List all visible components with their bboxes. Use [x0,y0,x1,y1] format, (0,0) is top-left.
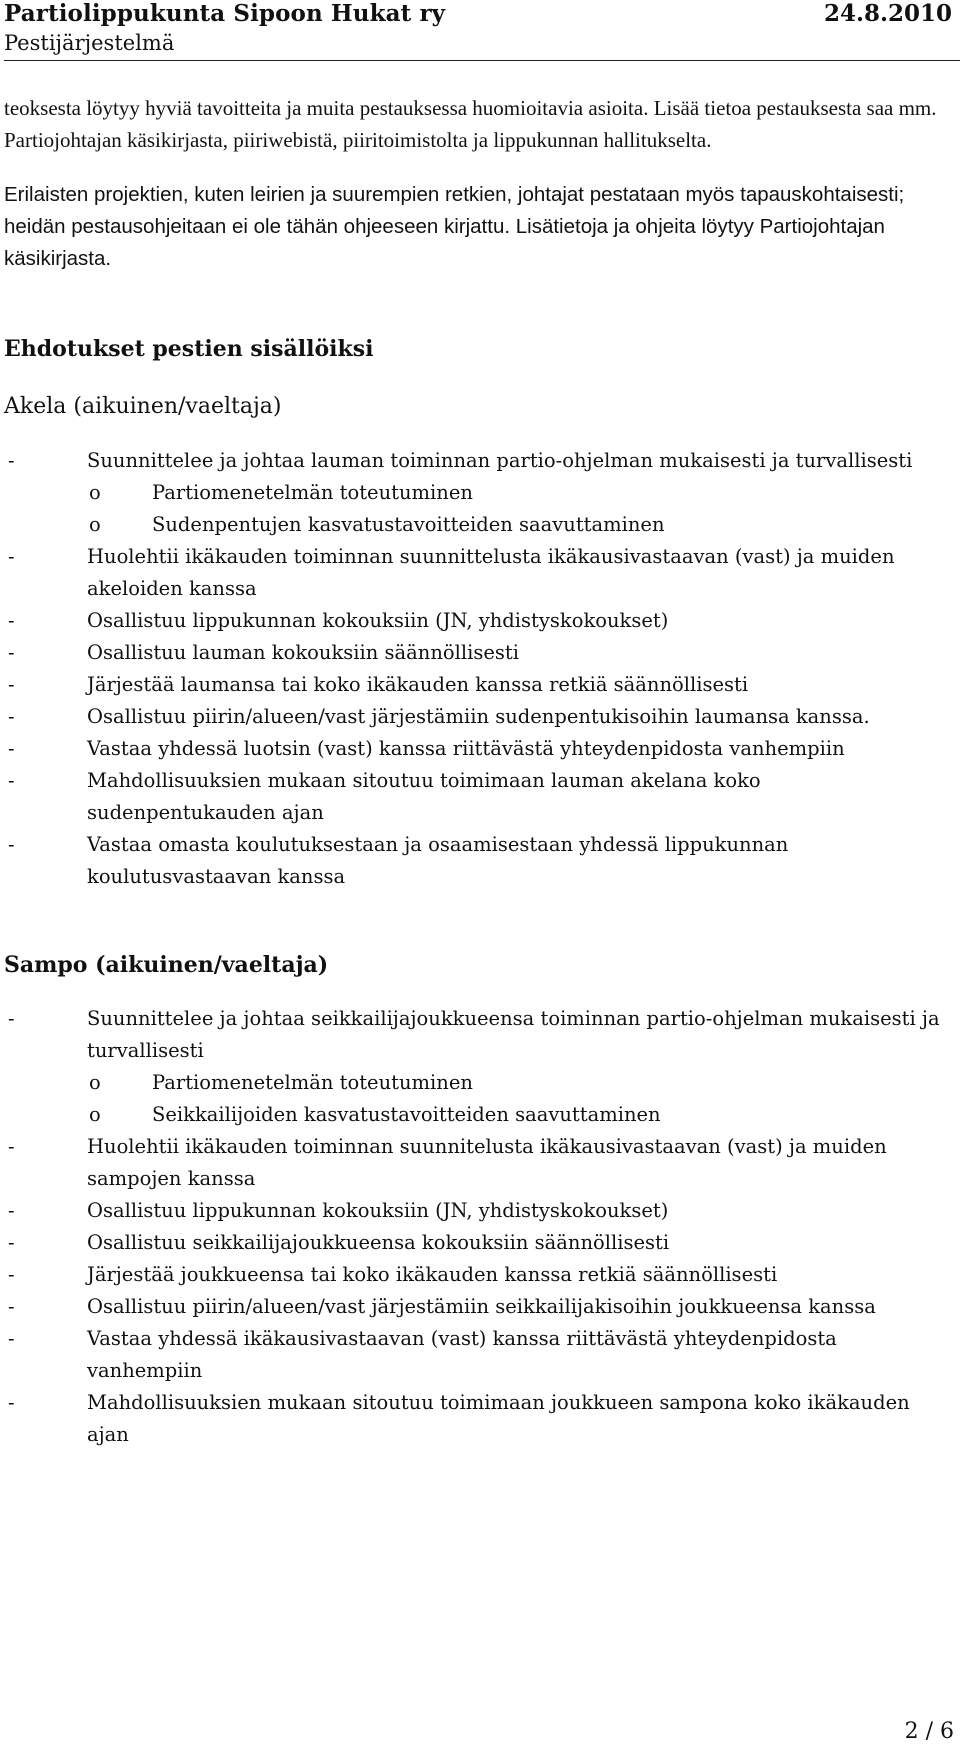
sampo-duties-list [4,1003,954,1451]
dash-marker: - [8,705,15,728]
dash-marker: - [8,1135,15,1158]
document-body [4,92,954,1451]
list-item [4,765,954,829]
dash-marker: - [8,1263,15,1286]
organization-name: Partiolippukunta Sipoon Hukat ry [4,0,446,27]
list-item-text: Järjestää joukkueensa tai koko ikäkauden kanssa retkiä säännöllisesti [87,1263,778,1286]
dash-marker: - [8,1327,15,1350]
list-item-text: Osallistuu piirin/alueen/vast järjestämiin seikkailijakisoihin joukkueensa kanssa [87,1295,876,1318]
list-item-text: Vastaa omasta koulutuksestaan ja osaamisestaan yhdessä lippukunnan koulutusvastaavan kanssa [87,833,789,888]
sub-list-item [87,509,954,541]
dash-marker: - [8,769,15,792]
list-item [4,1387,954,1451]
list-item-text: Huolehtii ikäkauden toiminnan suunnitelusta ikäkausivastaavan (vast) ja muiden sampojen kanssa [87,1135,887,1190]
section-title: Ehdotukset pestien sisällöiksi [4,336,374,362]
sub-list-item-text: Sudenpentujen kasvatustavoitteiden saavuttaminen [152,513,665,536]
page-number: 2 / 6 [904,1719,954,1744]
list-item [4,541,954,605]
sub-list-item [87,1067,954,1099]
bullet-marker: o [89,1071,101,1094]
dash-marker: - [8,1007,15,1030]
list-item [4,669,954,701]
akela-heading: Akela (aikuinen/vaeltaja) [4,394,282,419]
list-item [4,1227,954,1259]
list-item-text: Osallistuu lippukunnan kokouksiin (JN, yhdistyskokoukset) [87,1199,669,1222]
list-item [4,1291,954,1323]
list-item-text: Mahdollisuuksien mukaan sitoutuu toimimaan joukkueen sampona koko ikäkauden ajan [87,1391,910,1446]
dash-marker: - [8,609,15,632]
akela-duties-list [4,445,954,893]
header-date: 24.8.2010 [823,0,952,27]
list-item-text: Järjestää laumansa tai koko ikäkauden kanssa retkiä säännöllisesti [87,673,749,696]
akela-sub-list [87,477,954,541]
dash-marker: - [8,545,15,568]
list-item [4,1003,954,1131]
sampo-sub-list [87,1067,954,1131]
list-item [4,829,954,893]
sub-list-item-text: Seikkailijoiden kasvatustavoitteiden saavuttaminen [152,1103,661,1126]
list-item-text: Osallistuu piirin/alueen/vast järjestämiin sudenpentukisoihin laumansa kanssa. [87,705,870,728]
list-item [4,637,954,669]
list-item-text: Mahdollisuuksien mukaan sitoutuu toimimaan lauman akelana koko sudenpentukauden ajan [87,769,761,824]
list-item-text: Osallistuu seikkailijajoukkueensa kokouksiin säännöllisesti [87,1231,670,1254]
intro-paragraph-1: teoksesta löytyy hyviä tavoitteita ja muita pestauksessa huomioitavia asioita. Lisää tietoa pestauksesta saa mm. Partiojohtajan käsikirjasta, piiriwebistä, piiritoimistolta ja lippukunnan hallitukselta. [4,96,937,152]
list-item-text: Osallistuu lauman kokouksiin säännöllisesti [87,641,519,664]
list-item [4,733,954,765]
dash-marker: - [8,1199,15,1222]
dash-marker: - [8,673,15,696]
dash-marker: - [8,1231,15,1254]
bullet-marker: o [89,513,101,536]
list-item [4,1131,954,1195]
dash-marker: - [8,641,15,664]
dash-marker: - [8,449,15,472]
sub-list-item-text: Partiomenetelmän toteutuminen [152,481,473,504]
list-item [4,1323,954,1387]
sub-list-item [87,477,954,509]
dash-marker: - [8,1295,15,1318]
dash-marker: - [8,1391,15,1414]
list-item-text: Suunnittelee ja johtaa lauman toiminnan partio-ohjelman mukaisesti ja turvallisesti [87,449,913,472]
dash-marker: - [8,737,15,760]
list-item-text: Suunnittelee ja johtaa seikkailijajoukkueensa toiminnan partio-ohjelman mukaisesti ja turvallisesti [87,1007,940,1062]
list-item [4,1195,954,1227]
document-subtitle: Pestijärjestelmä [4,31,175,55]
intro-paragraph-2: Erilaisten projektien, kuten leirien ja suurempien retkien, johtajat pestataan myös tapauskohtaisesti; heidän pestausohjeitaan ei ole tähän ohjeeseen kirjattu. Lisätietoja ja ohjeita löytyy Partiojohtajan käsikirjasta. [4,183,905,270]
list-item [4,701,954,733]
sampo-heading: Sampo (aikuinen/vaeltaja) [4,952,329,978]
sub-list-item [87,1099,954,1131]
bullet-marker: o [89,481,101,504]
dash-marker: - [8,833,15,856]
bullet-marker: o [89,1103,101,1126]
list-item [4,445,954,541]
list-item [4,605,954,637]
sub-list-item-text: Partiomenetelmän toteutuminen [152,1071,473,1094]
page-header [4,0,960,61]
list-item-text: Vastaa yhdessä ikäkausivastaavan (vast) kanssa riittävästä yhteydenpidosta vanhempiin [87,1327,837,1382]
list-item-text: Osallistuu lippukunnan kokouksiin (JN, yhdistyskokoukset) [87,609,669,632]
list-item-text: Vastaa yhdessä luotsin (vast) kanssa riittävästä yhteydenpidosta vanhempiin [87,737,845,760]
list-item-text: Huolehtii ikäkauden toiminnan suunnittelusta ikäkausivastaavan (vast) ja muiden akeloiden kanssa [87,545,895,600]
list-item [4,1259,954,1291]
